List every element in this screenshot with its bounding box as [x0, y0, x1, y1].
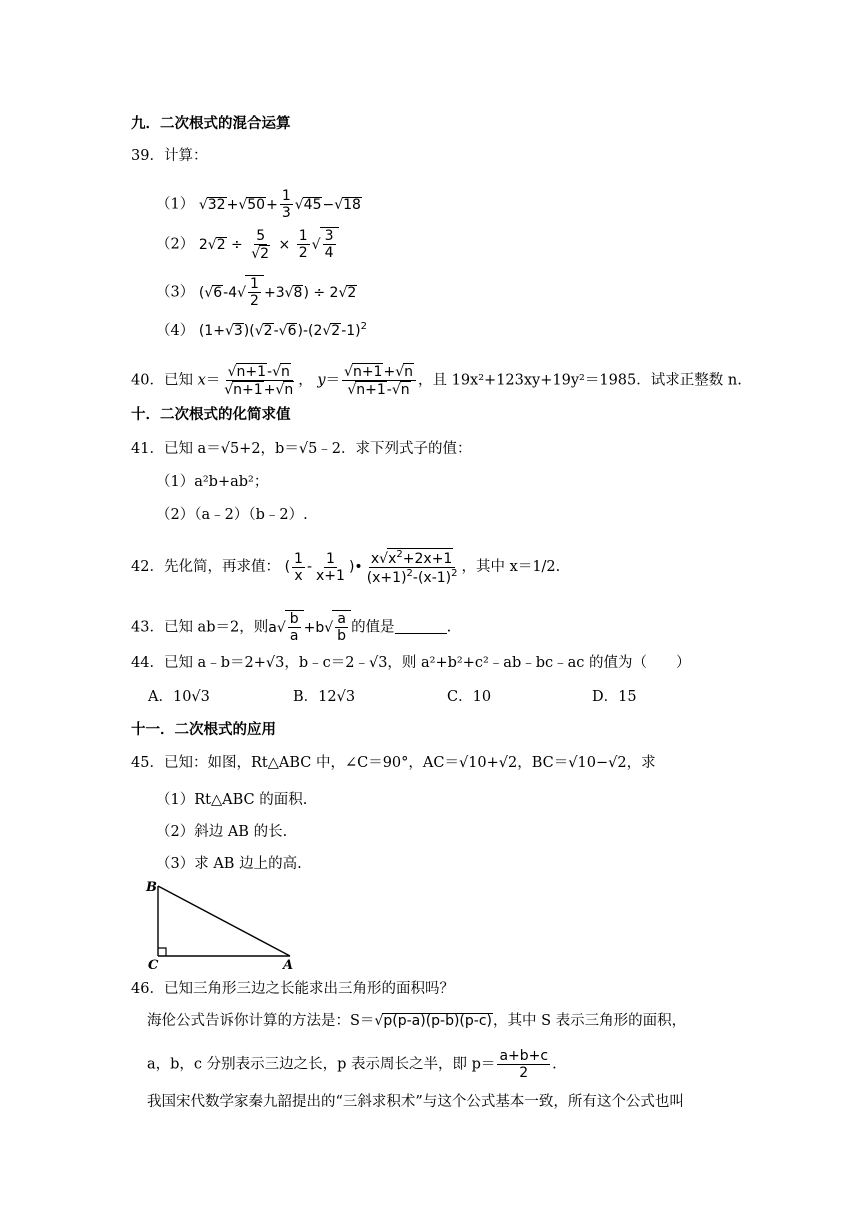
heron-formula: √p(p-a)(p-b)(p-c) [374, 1013, 492, 1029]
math-expression: (√6-4√ $\frac{1}{2}$ +3√8) ÷ 2√2 [198, 276, 357, 310]
question-41-part-2: （2）（a﹣2）（b﹣2）. [156, 507, 308, 523]
line-end: . [552, 1056, 557, 1073]
question-43-prefix: 43．已知 ab＝2，则 [131, 619, 269, 636]
math-expression: $(1+√3)(√2-√6)-(2√2-1)^2$ [198, 321, 368, 339]
question-43-end: . [446, 619, 452, 636]
vertex-label-a: A [283, 958, 294, 972]
math-expression: 2√2 ÷ $\frac{5}{√2}$ × $\frac{1}{2}$ √ $\frac{3}{4}$ [199, 237, 339, 253]
section-heading: 十一．二次根式的应用 [131, 722, 276, 738]
math-expression: √32+√50+ $\frac{1}{3}$ √45−√18 [198, 188, 361, 222]
part-label: （1） [156, 196, 195, 213]
question-40: 40．已知 x＝ $\frac{√n+1-√n}{√n+1+√n}$ ， y＝ $\frac{√n+1+√n}{√n+1-√n}$ ，且 19x²+123xy+19y²＝1985．试求正整数 n. [131, 364, 742, 399]
question-42-prefix: 42．先化简，再求值： [131, 559, 280, 576]
section-heading: 九．二次根式的混合运算 [131, 116, 291, 132]
question-45: 45．已知：如图，Rt△ABC 中，∠C＝90°，AC＝√10+√2，BC＝√10−√2，求 [131, 755, 656, 771]
question-39-intro: 39．计算： [131, 148, 208, 164]
question-42-suffix: ，其中 x＝1/2. [461, 559, 561, 576]
semi-perimeter-text: a，b，c 分别表示三边之长，p 表示周长之半，即 p＝ [147, 1056, 496, 1073]
math-expression: ( $\frac{1}{x}$ - $\frac{1}{x+1}$ )• $\frac{x√x^2+2x+1}{(x+1)^2-(x-1)^2}$ [284, 549, 458, 587]
answer-blank[interactable] [395, 621, 447, 634]
heron-intro: 海伦公式告诉你计算的方法是：S＝ [147, 1013, 375, 1029]
section-heading: 十．二次根式的化简求值 [131, 407, 291, 423]
question-39-part-3 [156, 275, 357, 309]
side-ab [158, 886, 290, 956]
part-label: （2） [156, 236, 195, 253]
question-45-part-2: （2）斜边 AB 的长. [156, 824, 288, 840]
vertex-label-c: C [148, 958, 159, 972]
question-39-part-1 [156, 188, 362, 221]
option-b[interactable]: B．12√3 [293, 689, 356, 705]
heron-description: ，其中 S 表示三角形的面积， [493, 1013, 687, 1029]
right-angle-mark [158, 948, 166, 956]
question-46-line-3 [147, 1048, 557, 1081]
question-41-part-1: （1）a²b+ab²； [156, 474, 269, 490]
question-42 [131, 548, 560, 586]
question-39-part-2 [156, 227, 339, 262]
question-44: 44．已知 a﹣b＝2+√3，b﹣c＝2﹣√3，则 a²+b²+c²﹣ab﹣bc﹣ac 的值为（ ） [131, 655, 691, 671]
part-label: （3） [156, 284, 195, 301]
option-c[interactable]: C．10 [447, 689, 492, 705]
option-d[interactable]: D．15 [592, 689, 637, 705]
part-label: （4） [156, 323, 195, 339]
question-40-prefix: 40．已知 [131, 372, 193, 389]
right-triangle-figure [140, 876, 300, 972]
option-a[interactable]: A．10√3 [148, 689, 210, 705]
math-expression: a√ $\frac{b}{a}$ +b√ $\frac{a}{b}$ [268, 620, 351, 636]
question-45-part-1: （1）Rt△ABC 的面积. [156, 792, 308, 808]
question-43-suffix: 的值是 [351, 619, 395, 636]
vertex-label-b: B [146, 880, 157, 895]
question-46-line-2 [147, 1013, 686, 1029]
question-46: 46．已知三角形三边之长能求出三角形的面积吗？ [131, 981, 454, 997]
question-45-part-3: （3）求 AB 边上的高. [156, 856, 302, 872]
semi-perimeter-fraction: $\frac{a+b+c}{2}$ [499, 1048, 549, 1082]
question-40-suffix: ，且 19x²+123xy+19y²＝1985．试求正整数 n. [418, 372, 742, 389]
question-43 [131, 610, 451, 644]
fraction-y: $\frac{√n+1+√n}{√n+1-√n}$ [342, 363, 416, 398]
fraction-x: $\frac{√n+1-√n}{√n+1+√n}$ [224, 364, 294, 399]
question-39-part-4 [156, 322, 367, 339]
question-41: 41．已知 a＝√5+2，b＝√5﹣2．求下列式子的值： [131, 441, 472, 457]
question-46-line-4: 我国宋代数学家秦九韶提出的“三斜求积术”与这个公式基本一致，所有这个公式也叫 [147, 1094, 684, 1110]
